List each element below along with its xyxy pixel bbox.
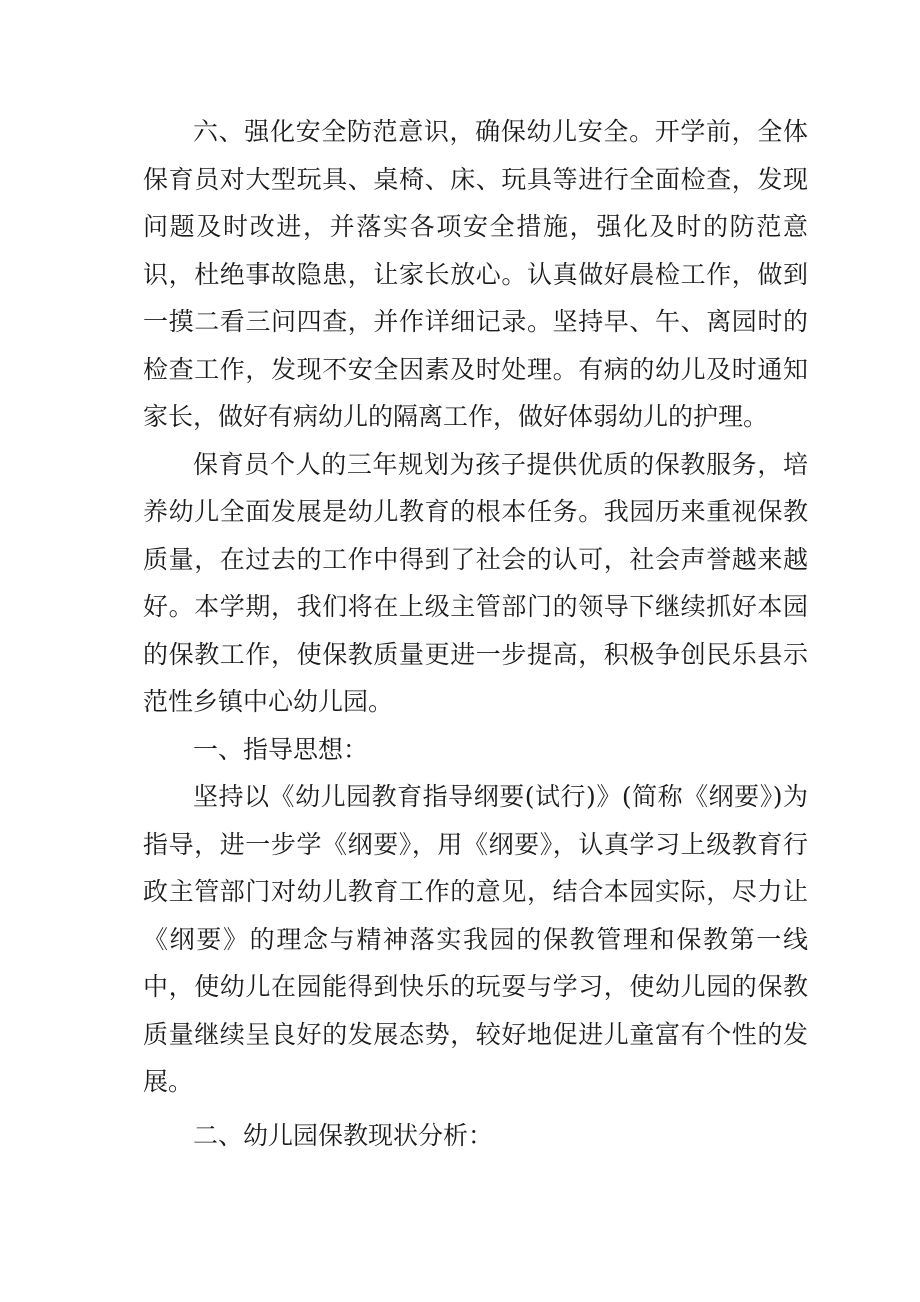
document-body <box>143 108 808 1159</box>
paragraph-three-year-plan: 保育员个人的三年规划为孩子提供优质的保教服务，培养幼儿全面发展是幼儿教育的根本任务。我园历来重视保教质量，在过去的工作中得到了社会的认可，社会声誉越来越好。本学期，我们将在上级主管部门的领导下继续抓好本园的保教工作，使保教质量更进一步提高，积极争创民乐县示范性乡镇中心幼儿园。 <box>143 449 808 716</box>
heading-status-analysis: 二、幼儿园保教现状分析： <box>193 1120 494 1150</box>
paragraph-safety: 六、强化安全防范意识，确保幼儿安全。开学前，全体保育员对大型玩具、桌椅、床、玩具等进行全面检查，发现问题及时改进，并落实各项安全措施，强化及时的防范意识，杜绝事故隐患，让家长放心。认真做好晨检工作，做到一摸二看三问四查，并作详细记录。坚持早、午、离园时的检查工作，发现不安全因素及时处理。有病的幼儿及时通知家长，做好有病幼儿的隔离工作，做好体弱幼儿的护理。 <box>143 117 808 431</box>
heading-guiding-thought: 一、指导思想： <box>193 734 369 764</box>
paragraph-guiding-thought: 坚持以《幼儿园教育指导纲要(试行)》(简称《纲要》)为指导，进一步学《纲要》，用《纲要》，认真学习上级教育行政主管部门对幼儿教育工作的意见，结合本园实际，尽力让《纲要》的理念与精神落实我园的保教管理和保教第一线中，使幼儿在园能得到快乐的玩耍与学习，使幼儿园的保教质量继续呈良好的发展态势，较好地促进儿童富有个性的发展。 <box>143 782 808 1096</box>
